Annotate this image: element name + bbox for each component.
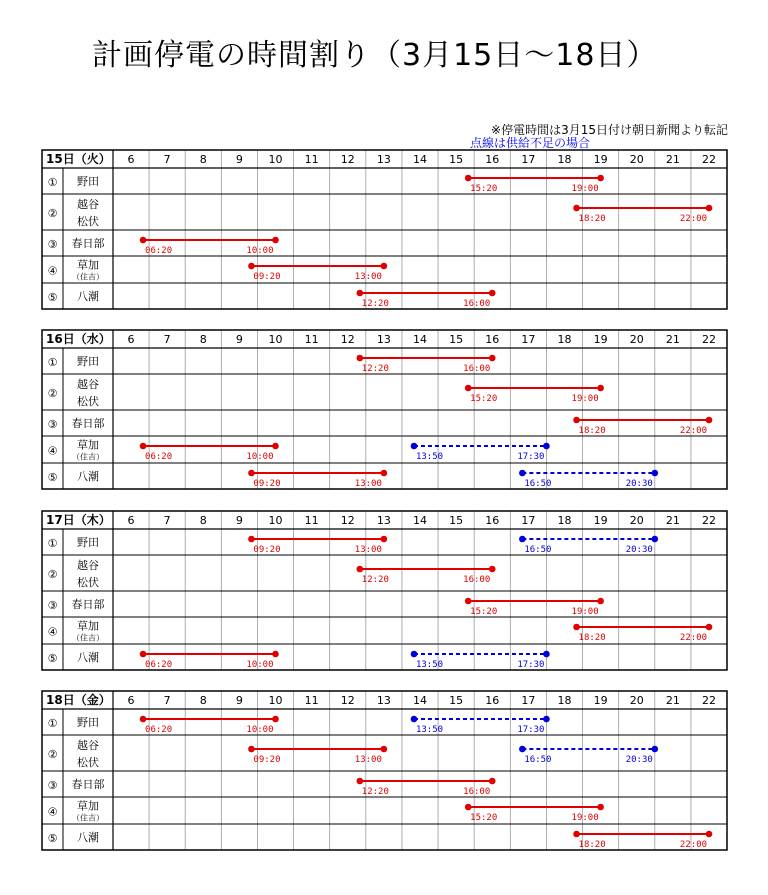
start-dot: [140, 716, 147, 723]
end-dot: [652, 470, 659, 477]
start-dot: [248, 263, 255, 270]
end-time-label: 13:00: [354, 545, 382, 555]
start-time-label: 16:50: [524, 755, 552, 765]
group-number: ③: [47, 779, 58, 792]
hour-label: 8: [199, 153, 207, 166]
group-number: ⑤: [47, 652, 58, 665]
area-name: 八潮: [77, 290, 99, 303]
hour-label: 8: [199, 333, 207, 346]
start-time-label: 15:20: [470, 184, 498, 194]
hour-label: 14: [413, 333, 427, 346]
end-time-label: 17:30: [517, 452, 545, 462]
start-dot: [465, 175, 472, 182]
end-dot: [381, 536, 388, 543]
area-name: 春日部: [71, 598, 105, 611]
end-dot: [272, 716, 279, 723]
group-number: ①: [47, 356, 58, 369]
end-dot: [489, 566, 496, 573]
hour-label: 6: [127, 153, 135, 166]
hour-label: 21: [665, 694, 680, 707]
end-time-label: 22:00: [679, 214, 707, 224]
start-time-label: 12:20: [361, 364, 389, 374]
hour-label: 14: [413, 153, 427, 166]
end-dot: [706, 831, 713, 838]
hour-label: 12: [340, 514, 355, 527]
start-time-label: 12:20: [361, 575, 389, 585]
hour-label: 21: [665, 333, 680, 346]
start-dot: [411, 651, 418, 658]
hour-label: 22: [702, 333, 716, 346]
group-number: ④: [47, 625, 58, 639]
start-time-label: 13:50: [415, 725, 444, 735]
hour-label: 16: [485, 153, 500, 166]
area-name: 野田: [77, 716, 99, 729]
end-time-label: 13:00: [354, 479, 382, 489]
group-number: ②: [47, 748, 58, 761]
end-time-label: 19:00: [571, 813, 599, 823]
area-name: 草加: [77, 258, 99, 272]
hour-label: 19: [593, 153, 608, 166]
start-time-label: 15:20: [470, 813, 498, 823]
end-dot: [597, 175, 604, 182]
start-time-label: 09:20: [253, 479, 281, 489]
end-dot: [489, 355, 496, 362]
end-time-label: 22:00: [679, 840, 707, 850]
start-dot: [140, 237, 147, 244]
end-time-label: 20:30: [625, 545, 653, 555]
group-number: ②: [47, 568, 58, 581]
dotted-line-note: 点線は供給不足の場合: [470, 136, 591, 150]
start-time-label: 15:20: [470, 394, 498, 404]
start-dot: [519, 536, 526, 543]
end-time-label: 16:00: [463, 364, 491, 374]
start-dot: [356, 290, 363, 297]
end-time-label: 19:00: [571, 607, 599, 617]
end-time-label: 10:00: [246, 452, 274, 462]
area-subname: （住吉）: [72, 813, 104, 823]
end-time-label: 17:30: [517, 725, 545, 735]
start-time-label: 09:20: [253, 545, 281, 555]
area-subname: （住吉）: [72, 633, 104, 643]
start-time-label: 16:50: [524, 479, 552, 489]
start-time-label: 18:20: [578, 214, 606, 224]
day-label: 16日（水）: [46, 332, 111, 346]
end-time-label: 22:00: [679, 633, 707, 643]
start-time-label: 13:50: [415, 452, 444, 462]
start-dot: [519, 746, 526, 753]
area-name: 松伏: [77, 215, 99, 228]
end-dot: [272, 443, 279, 450]
end-dot: [652, 536, 659, 543]
hour-label: 19: [593, 694, 608, 707]
end-time-label: 16:00: [463, 787, 491, 797]
start-time-label: 15:20: [470, 607, 498, 617]
end-time-label: 16:00: [463, 575, 491, 585]
end-dot: [706, 417, 713, 424]
hour-label: 15: [449, 694, 464, 707]
hour-label: 18: [557, 694, 572, 707]
end-dot: [381, 470, 388, 477]
end-dot: [543, 443, 550, 450]
area-name: 草加: [77, 619, 99, 633]
start-time-label: 06:20: [145, 660, 173, 670]
day-label: 18日（金）: [46, 693, 111, 707]
start-dot: [465, 804, 472, 811]
hour-label: 8: [199, 514, 207, 527]
start-dot: [140, 651, 147, 658]
area-name: 草加: [77, 799, 99, 813]
hour-label: 9: [235, 514, 243, 527]
start-dot: [356, 566, 363, 573]
hour-label: 9: [235, 153, 243, 166]
hour-label: 11: [304, 514, 319, 527]
end-time-label: 10:00: [246, 660, 274, 670]
start-dot: [356, 355, 363, 362]
end-time-label: 10:00: [246, 246, 274, 256]
hour-label: 20: [629, 514, 644, 527]
group-number: ④: [47, 805, 58, 819]
hour-label: 7: [163, 153, 171, 166]
end-time-label: 13:00: [354, 755, 382, 765]
start-time-label: 09:20: [253, 272, 281, 282]
page-title: 計画停電の時間割り（3月15日～18日）: [92, 38, 658, 73]
hour-label: 22: [702, 694, 716, 707]
area-name: 八潮: [77, 831, 99, 844]
end-time-label: 19:00: [571, 184, 599, 194]
end-time-label: 10:00: [246, 725, 274, 735]
start-time-label: 18:20: [578, 840, 606, 850]
end-dot: [489, 778, 496, 785]
hour-label: 15: [449, 333, 464, 346]
start-dot: [573, 417, 580, 424]
area-name: 野田: [77, 175, 99, 188]
start-dot: [519, 470, 526, 477]
area-name: 八潮: [77, 651, 99, 664]
area-name: 松伏: [77, 756, 99, 769]
group-number: ②: [47, 387, 58, 400]
hour-label: 13: [376, 153, 391, 166]
start-time-label: 16:50: [524, 545, 552, 555]
hour-label: 6: [127, 333, 135, 346]
hour-label: 15: [449, 153, 464, 166]
hour-label: 13: [376, 333, 391, 346]
end-time-label: 17:30: [517, 660, 545, 670]
hour-label: 20: [629, 333, 644, 346]
hour-label: 22: [702, 153, 716, 166]
group-number: ④: [47, 264, 58, 278]
hour-label: 19: [593, 514, 608, 527]
group-number: ⑤: [47, 832, 58, 845]
end-dot: [381, 263, 388, 270]
start-dot: [573, 831, 580, 838]
end-dot: [489, 290, 496, 297]
group-number: ⑤: [47, 291, 58, 304]
start-dot: [411, 443, 418, 450]
end-dot: [706, 205, 713, 212]
area-name: 草加: [77, 438, 99, 452]
start-dot: [573, 205, 580, 212]
end-dot: [652, 746, 659, 753]
area-name: 春日部: [71, 237, 105, 250]
hour-label: 15: [449, 514, 464, 527]
group-number: ③: [47, 599, 58, 612]
end-dot: [597, 598, 604, 605]
area-name: 春日部: [71, 417, 105, 430]
hour-label: 20: [629, 153, 644, 166]
start-dot: [248, 746, 255, 753]
hour-label: 17: [521, 153, 536, 166]
hour-label: 9: [235, 333, 243, 346]
area-name: 八潮: [77, 470, 99, 483]
day-label: 15日（火）: [46, 152, 111, 166]
end-dot: [597, 385, 604, 392]
area-name: 越谷: [77, 378, 99, 391]
end-dot: [272, 237, 279, 244]
start-dot: [411, 716, 418, 723]
start-time-label: 06:20: [145, 725, 173, 735]
start-time-label: 12:20: [361, 299, 389, 309]
hour-label: 21: [665, 514, 680, 527]
end-time-label: 20:30: [625, 755, 653, 765]
end-dot: [272, 651, 279, 658]
hour-label: 12: [340, 333, 355, 346]
area-name: 越谷: [77, 739, 99, 752]
hour-label: 10: [268, 514, 283, 527]
hour-label: 13: [376, 514, 391, 527]
hour-label: 11: [304, 333, 319, 346]
hour-label: 18: [557, 514, 572, 527]
hour-label: 14: [413, 694, 427, 707]
area-subname: （住吉）: [72, 452, 104, 462]
hour-label: 20: [629, 694, 644, 707]
hour-label: 21: [665, 153, 680, 166]
hour-label: 9: [235, 694, 243, 707]
hour-label: 8: [199, 694, 207, 707]
end-time-label: 16:00: [463, 299, 491, 309]
hour-label: 7: [163, 333, 171, 346]
end-dot: [543, 651, 550, 658]
start-time-label: 18:20: [578, 426, 606, 436]
hour-label: 7: [163, 514, 171, 527]
start-time-label: 18:20: [578, 633, 606, 643]
end-dot: [381, 746, 388, 753]
hour-label: 6: [127, 694, 135, 707]
end-dot: [706, 624, 713, 631]
start-dot: [248, 536, 255, 543]
area-name: 松伏: [77, 395, 99, 408]
start-time-label: 06:20: [145, 452, 173, 462]
group-number: ③: [47, 238, 58, 251]
start-time-label: 13:50: [415, 660, 444, 670]
group-number: ①: [47, 717, 58, 730]
hour-label: 12: [340, 153, 355, 166]
end-dot: [597, 804, 604, 811]
hour-label: 11: [304, 694, 319, 707]
area-subname: （住吉）: [72, 272, 104, 282]
end-time-label: 20:30: [625, 479, 653, 489]
end-time-label: 22:00: [679, 426, 707, 436]
hour-label: 6: [127, 514, 135, 527]
hour-label: 17: [521, 694, 536, 707]
hour-label: 17: [521, 514, 536, 527]
hour-label: 10: [268, 694, 283, 707]
end-time-label: 13:00: [354, 272, 382, 282]
start-dot: [465, 598, 472, 605]
group-number: ①: [47, 176, 58, 189]
start-dot: [248, 470, 255, 477]
hour-label: 16: [485, 514, 500, 527]
hour-label: 10: [268, 153, 283, 166]
hour-label: 16: [485, 694, 500, 707]
start-dot: [465, 385, 472, 392]
start-dot: [573, 624, 580, 631]
hour-label: 17: [521, 333, 536, 346]
area-name: 松伏: [77, 576, 99, 589]
source-note: ※停電時間は3月15日付け朝日新聞より転記: [491, 123, 728, 137]
hour-label: 19: [593, 333, 608, 346]
area-name: 越谷: [77, 559, 99, 572]
start-dot: [140, 443, 147, 450]
end-time-label: 19:00: [571, 394, 599, 404]
area-name: 野田: [77, 536, 99, 549]
hour-label: 18: [557, 333, 572, 346]
hour-label: 18: [557, 153, 572, 166]
group-number: ②: [47, 207, 58, 220]
start-time-label: 09:20: [253, 755, 281, 765]
group-number: ①: [47, 537, 58, 550]
start-time-label: 06:20: [145, 246, 173, 256]
group-number: ④: [47, 444, 58, 458]
group-number: ③: [47, 418, 58, 431]
end-dot: [543, 716, 550, 723]
hour-label: 7: [163, 694, 171, 707]
day-label: 17日（木）: [46, 513, 111, 527]
hour-label: 13: [376, 694, 391, 707]
hour-label: 12: [340, 694, 355, 707]
group-number: ⑤: [47, 471, 58, 484]
start-dot: [356, 778, 363, 785]
hour-label: 16: [485, 333, 500, 346]
hour-label: 10: [268, 333, 283, 346]
hour-label: 22: [702, 514, 716, 527]
hour-label: 11: [304, 153, 319, 166]
hour-label: 14: [413, 514, 427, 527]
area-name: 春日部: [71, 778, 105, 791]
area-name: 越谷: [77, 198, 99, 211]
area-name: 野田: [77, 355, 99, 368]
start-time-label: 12:20: [361, 787, 389, 797]
